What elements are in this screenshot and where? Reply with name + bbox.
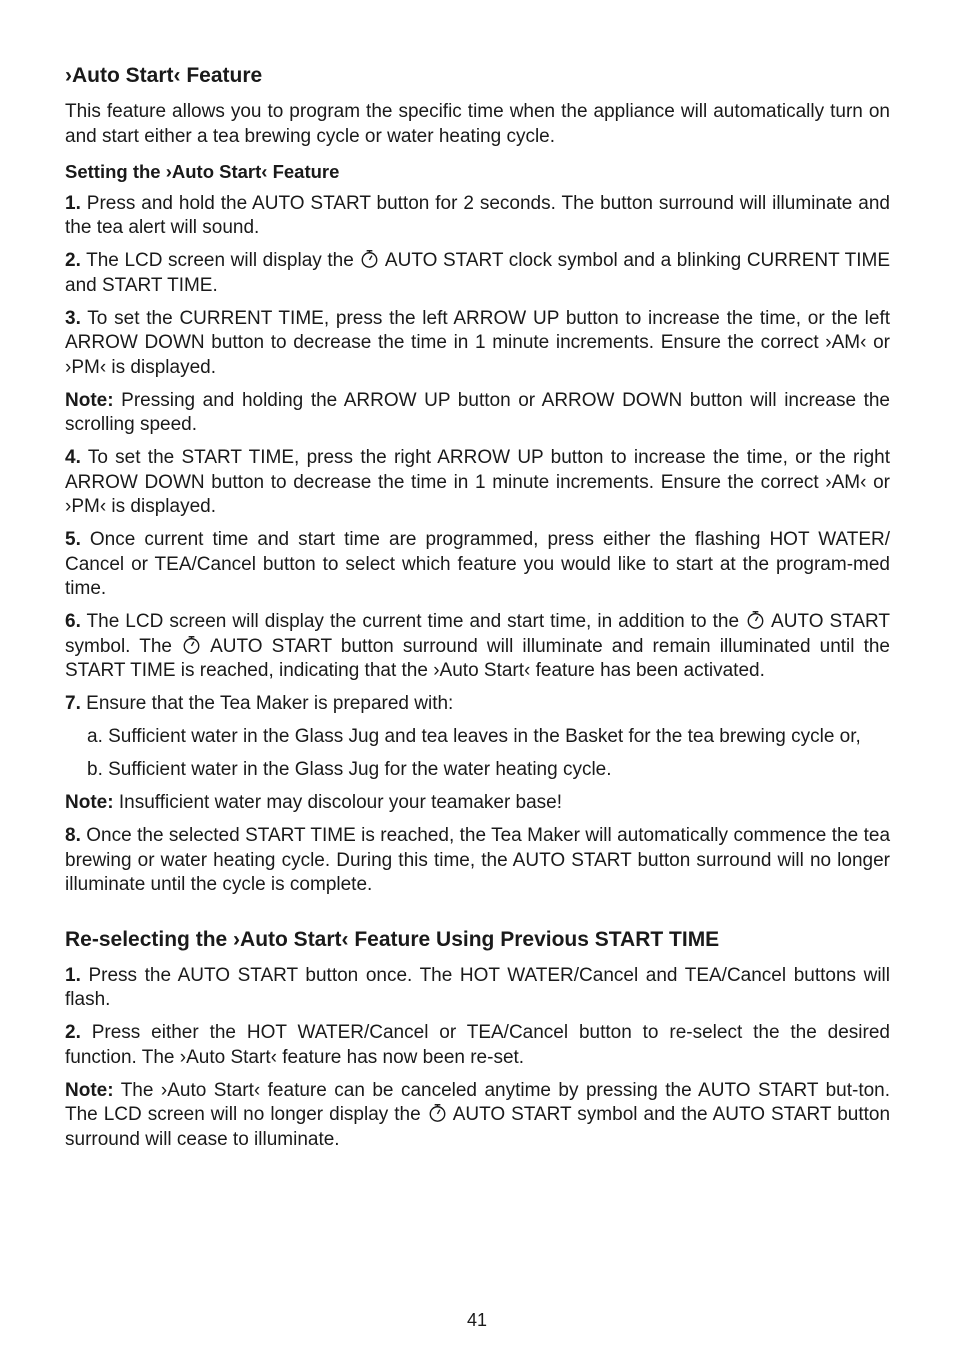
step-3: 3. To set the CURRENT TIME, press the left ARROW UP button to increase the time, or the left ARROW DOWN button to decrease the time in 1 minute increments. Ensure the correct ›AM‹ or ›PM‹ is displayed. [65, 307, 890, 378]
note-1: Note: Pressing and holding the ARROW UP button or ARROW DOWN button will increase the scrolling speed. [65, 389, 891, 435]
step-2: 2. The LCD screen will display the AUTO START clock symbol and a blinking CURRENT TIME and START TIME. [65, 250, 890, 296]
page-number: 41 [466, 1310, 488, 1330]
step-5: 5. Once current time and start time are programmed, press either the flashing HOT WATER/ Cancel or TEA/Cancel button to select which feature you would like to start at the program-med time. [65, 529, 891, 599]
reselect-heading: Re-selecting the ›Auto Start‹ Feature Using Previous START TIME [65, 927, 720, 951]
clock-icon [746, 610, 765, 630]
step-7a: a. Sufficient water in the Glass Jug and tea leaves in the Basket for the tea brewing cycle or, [87, 726, 861, 747]
step-8: 8. Once the selected START TIME is reached, the Tea Maker will automatically commence the tea brewing or water heating cycle. During this time, the AUTO START button surround will no longer illuminate until the cycle is complete. [65, 825, 891, 895]
step-4: 4. To set the START TIME, press the right ARROW UP button to increase the time, or the right ARROW DOWN button to decrease the time in 1 minute increments. Ensure the correct ›AM‹ or ›PM‹ is displayed. [65, 447, 891, 517]
clock-icon [360, 249, 379, 269]
note-2: Note: Insufficient water may discolour your teamaker base! [65, 792, 563, 813]
clock-icon [428, 1103, 447, 1123]
note-3: Note: The ›Auto Start‹ feature can be canceled anytime by pressing the AUTO START but-ton. The LCD screen will no longer display the AUTO START symbol and the AUTO START button surround will cease to illuminate. [65, 1079, 891, 1150]
page-title: ›Auto Start‹ Feature [65, 64, 263, 87]
step-1: 1. Press and hold the AUTO START button for 2 seconds. The button surround will illuminate and the tea alert will sound. [65, 192, 890, 238]
intro-paragraph: This feature allows you to program the specific time when the appliance will automatically turn on and start either a tea brewing cycle or water heating cycle. [65, 101, 890, 147]
step-7b: b. Sufficient water in the Glass Jug for the water heating cycle. [87, 759, 612, 780]
clock-icon [182, 635, 201, 655]
manual-page [65, 60, 890, 1161]
step-6: 6. The LCD screen will display the current time and start time, in addition to the AUTO START symbol. The AUTO START button surround will illuminate and remain illuminated until the START TIME is reached, indicating that the ›Auto Start‹ feature has been activated. [65, 611, 891, 681]
setting-heading: Setting the ›Auto Start‹ Feature [65, 160, 340, 182]
reselect-step-2: 2. Press either the HOT WATER/Cancel or TEA/Cancel button to re-select the the desired function. The ›Auto Start‹ feature has now been re-set. [65, 1022, 890, 1068]
reselect-step-1: 1. Press the AUTO START button once. The HOT WATER/Cancel and TEA/Cancel buttons will flash. [65, 964, 891, 1010]
step-7: 7. Ensure that the Tea Maker is prepared with: [65, 693, 454, 714]
